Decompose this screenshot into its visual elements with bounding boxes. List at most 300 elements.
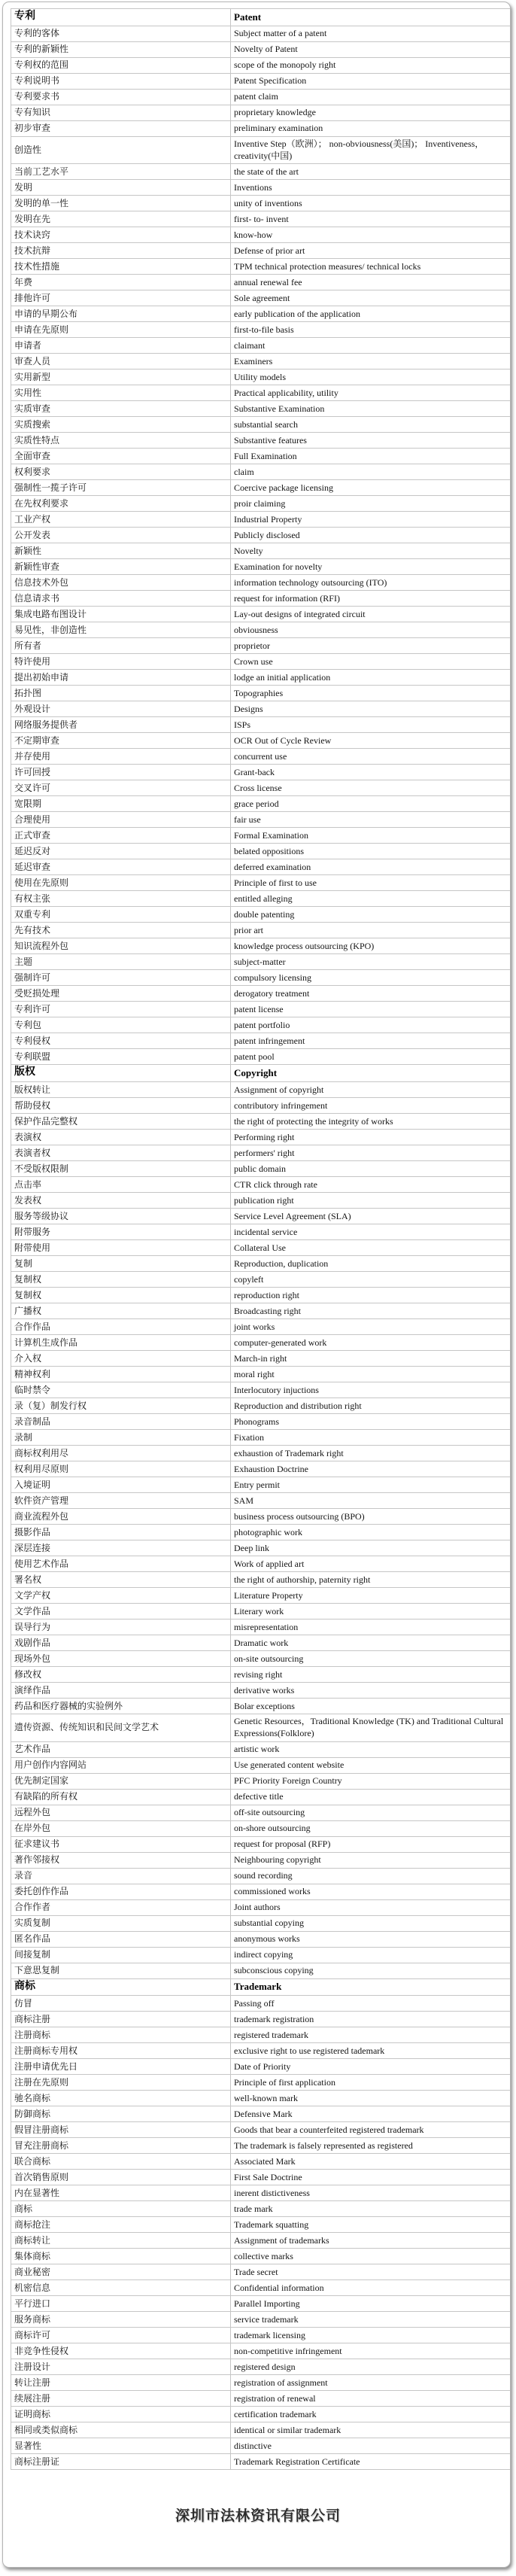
table-row bbox=[11, 2438, 511, 2454]
table-row bbox=[11, 528, 511, 543]
table-row bbox=[11, 1852, 511, 1868]
term-zh-cell: 介入权 bbox=[11, 1351, 231, 1367]
term-zh-cell: 合作作品 bbox=[11, 1319, 231, 1335]
term-zh-cell: 申请者 bbox=[11, 338, 231, 354]
table-row bbox=[11, 1367, 511, 1382]
table-row bbox=[11, 243, 511, 259]
term-en-cell: Industrial Property bbox=[231, 512, 511, 528]
term-zh-cell: 文学产权 bbox=[11, 1588, 231, 1604]
term-zh-cell: 当前工艺水平 bbox=[11, 164, 231, 180]
term-zh-cell: 实用新型 bbox=[11, 370, 231, 385]
term-en-cell: Genetic Resources，Traditional Knowledge (TK) and Traditional Cultural Expressions(Folklore) bbox=[231, 1714, 511, 1741]
term-en-cell: computer-generated work bbox=[231, 1335, 511, 1351]
term-zh-cell: 点击率 bbox=[11, 1177, 231, 1193]
term-en-cell: know-how bbox=[231, 227, 511, 243]
term-zh-cell: 防御商标 bbox=[11, 2106, 231, 2122]
table-row bbox=[11, 607, 511, 622]
term-en-cell: grace period bbox=[231, 796, 511, 812]
term-zh-cell: 正式审查 bbox=[11, 828, 231, 844]
term-en-cell: double patenting bbox=[231, 907, 511, 923]
term-en-cell: Inventive Step（欧洲）； non-obviousness(美国)； Inventiveness，creativity(中国) bbox=[231, 136, 511, 163]
table-row bbox=[11, 1805, 511, 1820]
term-en-cell: registration of renewal bbox=[231, 2391, 511, 2407]
term-en-cell: trademark registration bbox=[231, 2012, 511, 2027]
term-en-cell: publication right bbox=[231, 1193, 511, 1209]
term-en-cell: Deep link bbox=[231, 1540, 511, 1556]
term-en-cell: Utility models bbox=[231, 370, 511, 385]
term-en-cell: obviousness bbox=[231, 622, 511, 638]
term-zh-cell: 并存使用 bbox=[11, 749, 231, 765]
term-zh-cell: 延迟反对 bbox=[11, 844, 231, 859]
term-zh-cell: 实用性 bbox=[11, 385, 231, 401]
term-en-cell: Goods that bear a counterfeited registered trademark bbox=[231, 2122, 511, 2138]
term-zh-cell: 下意思复制 bbox=[11, 1963, 231, 1978]
table-row bbox=[11, 385, 511, 401]
term-en-cell: Use generated content website bbox=[231, 1757, 511, 1773]
term-en-cell: Lay-out designs of integrated circuit bbox=[231, 607, 511, 622]
term-zh-cell: 实质审查 bbox=[11, 401, 231, 417]
table-row bbox=[11, 2138, 511, 2154]
term-zh-cell: 精神权利 bbox=[11, 1367, 231, 1382]
table-row bbox=[11, 1757, 511, 1773]
term-zh-cell: 录（复）制发行权 bbox=[11, 1398, 231, 1414]
term-en-cell: patent license bbox=[231, 1002, 511, 1017]
term-zh-cell: 优先制定国家 bbox=[11, 1773, 231, 1789]
term-en-cell: request for information (RFI) bbox=[231, 591, 511, 607]
term-en-cell: Subject matter of a patent bbox=[231, 26, 511, 41]
term-en-cell: defective title bbox=[231, 1789, 511, 1805]
table-row bbox=[11, 923, 511, 938]
table-row bbox=[11, 2233, 511, 2249]
term-zh-cell: 平行进口 bbox=[11, 2296, 231, 2312]
table-row bbox=[11, 2012, 511, 2027]
term-en-cell: incidental service bbox=[231, 1224, 511, 1240]
term-en-cell: request for proposal (RFP) bbox=[231, 1836, 511, 1852]
term-en-cell: moral right bbox=[231, 1367, 511, 1382]
term-en-cell: Trademark Registration Certificate bbox=[231, 2454, 511, 2470]
term-zh-cell: 联合商标 bbox=[11, 2154, 231, 2170]
table-row bbox=[11, 796, 511, 812]
term-en-cell: Defensive Mark bbox=[231, 2106, 511, 2122]
table-row bbox=[11, 1868, 511, 1884]
term-en-cell: Passing off bbox=[231, 1996, 511, 2012]
table-row bbox=[11, 290, 511, 306]
table-row bbox=[11, 1820, 511, 1836]
table-row bbox=[11, 164, 511, 180]
term-zh-cell: 内在显著性 bbox=[11, 2185, 231, 2201]
term-zh-cell: 委托创作作品 bbox=[11, 1884, 231, 1899]
term-en-cell: service trademark bbox=[231, 2312, 511, 2328]
term-en-cell: Coercive package licensing bbox=[231, 480, 511, 496]
table-row bbox=[11, 2264, 511, 2280]
term-zh-cell: 实质搜索 bbox=[11, 417, 231, 433]
term-zh-cell: 使用在先原则 bbox=[11, 875, 231, 891]
term-zh-cell: 权利要求 bbox=[11, 464, 231, 480]
term-en-cell: Fixation bbox=[231, 1430, 511, 1446]
term-zh-cell: 服务商标 bbox=[11, 2312, 231, 2328]
term-en-cell: Grant-back bbox=[231, 765, 511, 780]
table-row bbox=[11, 701, 511, 717]
table-row bbox=[11, 686, 511, 701]
term-zh-cell: 发明的单一性 bbox=[11, 196, 231, 211]
term-en-cell: proprietor bbox=[231, 638, 511, 654]
term-zh-cell: 表演者权 bbox=[11, 1145, 231, 1161]
term-zh-cell: 商标注册 bbox=[11, 2012, 231, 2027]
table-row bbox=[11, 1114, 511, 1130]
term-zh-cell: 初步审查 bbox=[11, 120, 231, 136]
term-en-cell: claim bbox=[231, 464, 511, 480]
table-row bbox=[11, 2407, 511, 2422]
term-zh-cell: 宽限期 bbox=[11, 796, 231, 812]
table-row bbox=[11, 2454, 511, 2470]
term-en-cell: Date of Priority bbox=[231, 2059, 511, 2075]
table-row bbox=[11, 2122, 511, 2138]
company-name: 深圳市法林资讯有限公司 bbox=[175, 2508, 341, 2525]
term-en-cell: preliminary examination bbox=[231, 120, 511, 136]
term-zh-cell: 版权转让 bbox=[11, 1082, 231, 1098]
table-row bbox=[11, 1224, 511, 1240]
term-zh-cell: 机密信息 bbox=[11, 2280, 231, 2296]
term-zh-cell: 假冒注册商标 bbox=[11, 2122, 231, 2138]
table-row bbox=[11, 2059, 511, 2075]
table-row bbox=[11, 1256, 511, 1272]
term-zh-cell: 误导行为 bbox=[11, 1620, 231, 1635]
table-row bbox=[11, 970, 511, 986]
term-zh-cell: 表演权 bbox=[11, 1130, 231, 1145]
table-row bbox=[11, 1193, 511, 1209]
table-row bbox=[11, 1430, 511, 1446]
table-row bbox=[11, 1572, 511, 1588]
term-en-cell: Patent Specification bbox=[231, 73, 511, 89]
table-row bbox=[11, 73, 511, 89]
term-en-cell: Examination for novelty bbox=[231, 559, 511, 575]
term-en-cell: first-to-file basis bbox=[231, 322, 511, 338]
term-zh-cell: 特许使用 bbox=[11, 654, 231, 670]
term-en-cell: claimant bbox=[231, 338, 511, 354]
term-en-cell: Inventions bbox=[231, 180, 511, 196]
term-en-cell: concurrent use bbox=[231, 749, 511, 765]
table-row bbox=[11, 259, 511, 275]
table-row bbox=[11, 1493, 511, 1509]
term-en-cell: patent infringement bbox=[231, 1033, 511, 1049]
term-zh-cell: 注册在先原则 bbox=[11, 2075, 231, 2091]
term-en-cell: subject-matter bbox=[231, 954, 511, 970]
table-row bbox=[11, 1130, 511, 1145]
table-row bbox=[11, 1382, 511, 1398]
term-en-cell: Novelty bbox=[231, 543, 511, 559]
term-zh-cell: 匿名作品 bbox=[11, 1931, 231, 1947]
term-en-cell: Substantive features bbox=[231, 433, 511, 449]
term-zh-cell: 公开发表 bbox=[11, 528, 231, 543]
term-zh-cell: 新颖性 bbox=[11, 543, 231, 559]
term-zh-cell: 复制权 bbox=[11, 1288, 231, 1303]
term-zh-cell: 知识流程外包 bbox=[11, 938, 231, 954]
term-zh-cell: 帮助侵权 bbox=[11, 1098, 231, 1114]
term-en-cell: business process outsourcing (BPO) bbox=[231, 1509, 511, 1525]
term-en-cell: registered design bbox=[231, 2359, 511, 2375]
term-en-cell: Principle of first to use bbox=[231, 875, 511, 891]
term-en-cell: commissioned works bbox=[231, 1884, 511, 1899]
term-en-cell: sound recording bbox=[231, 1868, 511, 1884]
term-en-cell: Confidential information bbox=[231, 2280, 511, 2296]
table-row bbox=[11, 105, 511, 120]
table-row bbox=[11, 1017, 511, 1033]
table-row bbox=[11, 1098, 511, 1114]
term-en-cell: proir claiming bbox=[231, 496, 511, 512]
term-en-cell: Parallel Importing bbox=[231, 2296, 511, 2312]
term-en-cell: annual renewal fee bbox=[231, 275, 511, 290]
table-row bbox=[11, 812, 511, 828]
term-zh-cell: 保护作品完整权 bbox=[11, 1114, 231, 1130]
term-en-cell: photographic work bbox=[231, 1525, 511, 1540]
table-row bbox=[11, 891, 511, 907]
term-zh-cell: 间接复制 bbox=[11, 1947, 231, 1963]
term-zh-cell: 注册商标 bbox=[11, 2027, 231, 2043]
term-en-cell: Reproduction and distribution right bbox=[231, 1398, 511, 1414]
term-zh-cell: 发明在先 bbox=[11, 211, 231, 227]
table-row bbox=[11, 1082, 511, 1098]
term-zh-cell: 著作邻接权 bbox=[11, 1852, 231, 1868]
table-row bbox=[11, 1414, 511, 1430]
term-en-cell: belated oppositions bbox=[231, 844, 511, 859]
term-zh-cell: 实质复制 bbox=[11, 1915, 231, 1931]
term-zh-cell: 服务等级协议 bbox=[11, 1209, 231, 1224]
term-zh-cell: 驰名商标 bbox=[11, 2091, 231, 2106]
term-zh-cell: 许可回授 bbox=[11, 765, 231, 780]
table-row bbox=[11, 2328, 511, 2343]
term-en-cell: Practical applicability, utility bbox=[231, 385, 511, 401]
term-en-cell: joint works bbox=[231, 1319, 511, 1335]
term-en-cell: exhaustion of Trademark right bbox=[231, 1446, 511, 1461]
table-row bbox=[11, 654, 511, 670]
table-row bbox=[11, 57, 511, 73]
term-en-cell: distinctive bbox=[231, 2438, 511, 2454]
term-en-cell: ISPs bbox=[231, 717, 511, 733]
term-zh-cell: 专利许可 bbox=[11, 1002, 231, 1017]
term-en-cell: contributory infringement bbox=[231, 1098, 511, 1114]
term-en-cell: the right of authorship, paternity right bbox=[231, 1572, 511, 1588]
term-zh-cell: 演绎作品 bbox=[11, 1683, 231, 1699]
table-row bbox=[11, 2375, 511, 2391]
term-zh-cell: 商标转让 bbox=[11, 2233, 231, 2249]
term-en-cell: CTR click through rate bbox=[231, 1177, 511, 1193]
term-zh-cell: 入境证明 bbox=[11, 1477, 231, 1493]
term-en-cell: PFC Priority Foreign Country bbox=[231, 1773, 511, 1789]
term-en-cell: Designs bbox=[231, 701, 511, 717]
table-row bbox=[11, 1963, 511, 1978]
term-zh-cell: 发明 bbox=[11, 180, 231, 196]
term-en-cell: Collateral Use bbox=[231, 1240, 511, 1256]
term-en-cell: Interlocutory injuctions bbox=[231, 1382, 511, 1398]
term-zh-cell: 集体商标 bbox=[11, 2249, 231, 2264]
term-zh-cell: 技术诀窍 bbox=[11, 227, 231, 243]
term-zh-cell: 在先权利要求 bbox=[11, 496, 231, 512]
table-row bbox=[11, 41, 511, 57]
table-row bbox=[11, 227, 511, 243]
table-row bbox=[11, 875, 511, 891]
table-row bbox=[11, 1446, 511, 1461]
term-zh-cell: 在岸外包 bbox=[11, 1820, 231, 1836]
section-title-en: Patent bbox=[231, 9, 511, 26]
term-zh-cell: 发表权 bbox=[11, 1193, 231, 1209]
table-row bbox=[11, 1477, 511, 1493]
term-zh-cell: 专利侵权 bbox=[11, 1033, 231, 1049]
term-en-cell: misrepresentation bbox=[231, 1620, 511, 1635]
term-en-cell: artistic work bbox=[231, 1741, 511, 1757]
table-row bbox=[11, 338, 511, 354]
glossary-table bbox=[11, 8, 511, 2470]
table-row bbox=[11, 1002, 511, 1017]
table-row bbox=[11, 1651, 511, 1667]
table-row bbox=[11, 2201, 511, 2217]
term-en-cell: First Sale Doctrine bbox=[231, 2170, 511, 2185]
term-zh-cell: 现场外包 bbox=[11, 1651, 231, 1667]
table-row bbox=[11, 464, 511, 480]
table-row bbox=[11, 2343, 511, 2359]
term-zh-cell: 使用艺术作品 bbox=[11, 1556, 231, 1572]
term-zh-cell: 用户创作内容网站 bbox=[11, 1757, 231, 1773]
table-row bbox=[11, 401, 511, 417]
table-row bbox=[11, 1461, 511, 1477]
term-zh-cell: 新颖性审查 bbox=[11, 559, 231, 575]
term-zh-cell: 录制 bbox=[11, 1430, 231, 1446]
table-row bbox=[11, 2185, 511, 2201]
term-zh-cell: 录音制品 bbox=[11, 1414, 231, 1430]
term-en-cell: Work of applied art bbox=[231, 1556, 511, 1572]
term-zh-cell: 延迟审查 bbox=[11, 859, 231, 875]
term-zh-cell: 申请在先原则 bbox=[11, 322, 231, 338]
term-en-cell: first- to- invent bbox=[231, 211, 511, 227]
table-row bbox=[11, 2296, 511, 2312]
term-en-cell: Literature Property bbox=[231, 1588, 511, 1604]
term-en-cell: reproduction right bbox=[231, 1288, 511, 1303]
term-en-cell: Broadcasting right bbox=[231, 1303, 511, 1319]
term-zh-cell: 戏剧作品 bbox=[11, 1635, 231, 1651]
term-en-cell: Service Level Agreement (SLA) bbox=[231, 1209, 511, 1224]
table-row bbox=[11, 749, 511, 765]
term-zh-cell: 权利用尽原则 bbox=[11, 1461, 231, 1477]
term-zh-cell: 外观设计 bbox=[11, 701, 231, 717]
table-row bbox=[11, 2312, 511, 2328]
term-zh-cell: 专利联盟 bbox=[11, 1049, 231, 1065]
term-en-cell: trade mark bbox=[231, 2201, 511, 2217]
table-row bbox=[11, 1884, 511, 1899]
term-zh-cell: 商标权利用尽 bbox=[11, 1446, 231, 1461]
term-en-cell: registration of assignment bbox=[231, 2375, 511, 2391]
table-row bbox=[11, 1588, 511, 1604]
term-zh-cell: 所有者 bbox=[11, 638, 231, 654]
table-row bbox=[11, 275, 511, 290]
table-row bbox=[11, 1540, 511, 1556]
term-zh-cell: 署名权 bbox=[11, 1572, 231, 1588]
table-row bbox=[11, 496, 511, 512]
table-row bbox=[11, 120, 511, 136]
table-row bbox=[11, 1604, 511, 1620]
term-zh-cell: 专利说明书 bbox=[11, 73, 231, 89]
term-en-cell: Defense of prior art bbox=[231, 243, 511, 259]
table-row bbox=[11, 306, 511, 322]
table-row bbox=[11, 559, 511, 575]
table-row bbox=[11, 1145, 511, 1161]
table-row bbox=[11, 1272, 511, 1288]
glossary-table-body bbox=[11, 9, 511, 2470]
term-en-cell: derogatory treatment bbox=[231, 986, 511, 1002]
term-zh-cell: 首次销售原则 bbox=[11, 2170, 231, 2185]
term-zh-cell: 临时禁令 bbox=[11, 1382, 231, 1398]
table-row bbox=[11, 2075, 511, 2091]
term-en-cell: subconscious copying bbox=[231, 1963, 511, 1978]
table-row bbox=[11, 196, 511, 211]
term-zh-cell: 远程外包 bbox=[11, 1805, 231, 1820]
term-en-cell: the right of protecting the integrity of works bbox=[231, 1114, 511, 1130]
term-zh-cell: 显著性 bbox=[11, 2438, 231, 2454]
term-zh-cell: 主题 bbox=[11, 954, 231, 970]
term-en-cell: Full Examination bbox=[231, 449, 511, 464]
table-row bbox=[11, 449, 511, 464]
table-row bbox=[11, 1741, 511, 1757]
term-zh-cell: 证明商标 bbox=[11, 2407, 231, 2422]
term-en-cell: Publicly disclosed bbox=[231, 528, 511, 543]
term-zh-cell: 网络服务提供者 bbox=[11, 717, 231, 733]
table-row bbox=[11, 622, 511, 638]
term-zh-cell: 计算机生成作品 bbox=[11, 1335, 231, 1351]
term-zh-cell: 先有技术 bbox=[11, 923, 231, 938]
term-en-cell: Cross license bbox=[231, 780, 511, 796]
table-row bbox=[11, 417, 511, 433]
table-row bbox=[11, 1635, 511, 1651]
term-en-cell: fair use bbox=[231, 812, 511, 828]
table-row bbox=[11, 1509, 511, 1525]
table-row bbox=[11, 1773, 511, 1789]
term-zh-cell: 集成电路布图设计 bbox=[11, 607, 231, 622]
term-en-cell: Phonograms bbox=[231, 1414, 511, 1430]
term-zh-cell: 非竞争性侵权 bbox=[11, 2343, 231, 2359]
table-row bbox=[11, 2217, 511, 2233]
term-en-cell: Bolar exceptions bbox=[231, 1699, 511, 1714]
term-en-cell: OCR Out of Cycle Review bbox=[231, 733, 511, 749]
term-zh-cell: 文学作品 bbox=[11, 1604, 231, 1620]
term-zh-cell: 技术性措施 bbox=[11, 259, 231, 275]
term-en-cell: Novelty of Patent bbox=[231, 41, 511, 57]
table-row bbox=[11, 1947, 511, 1963]
table-row bbox=[11, 2106, 511, 2122]
term-zh-cell: 广播权 bbox=[11, 1303, 231, 1319]
table-row bbox=[11, 1335, 511, 1351]
term-zh-cell: 商业流程外包 bbox=[11, 1509, 231, 1525]
term-en-cell: deferred examination bbox=[231, 859, 511, 875]
term-zh-cell: 商标许可 bbox=[11, 2328, 231, 2343]
term-en-cell: information technology outsourcing (ITO) bbox=[231, 575, 511, 591]
term-en-cell: Substantive Examination bbox=[231, 401, 511, 417]
term-zh-cell: 艺术作品 bbox=[11, 1741, 231, 1757]
term-en-cell: proprietary knowledge bbox=[231, 105, 511, 120]
term-en-cell: Formal Examination bbox=[231, 828, 511, 844]
table-row bbox=[11, 1714, 511, 1741]
term-en-cell: substantial copying bbox=[231, 1915, 511, 1931]
term-zh-cell: 不受版权限制 bbox=[11, 1161, 231, 1177]
document-page bbox=[2, 2, 511, 2568]
term-zh-cell: 提出初始申请 bbox=[11, 670, 231, 686]
section-header-row bbox=[11, 1978, 511, 1996]
term-zh-cell: 专利包 bbox=[11, 1017, 231, 1033]
term-en-cell: inerent distictiveness bbox=[231, 2185, 511, 2201]
table-row bbox=[11, 1033, 511, 1049]
section-header-row bbox=[11, 1065, 511, 1082]
term-zh-cell: 附带使用 bbox=[11, 1240, 231, 1256]
table-row bbox=[11, 1525, 511, 1540]
term-en-cell: scope of the monopoly right bbox=[231, 57, 511, 73]
table-row bbox=[11, 1899, 511, 1915]
